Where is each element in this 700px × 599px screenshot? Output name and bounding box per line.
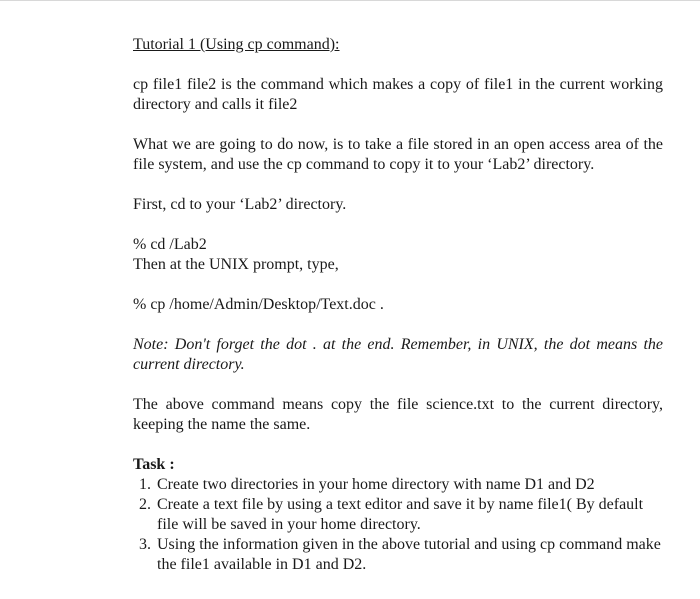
command-cp: % cp /home/Admin/Desktop/Text.doc . (133, 296, 384, 313)
task-heading: Task : (133, 456, 175, 473)
paragraph-overview: What we are going to do now, is to take a file stored in an open access area of the file system, and use the cp command to copy it to your ‘Lab2’ directory. (133, 136, 663, 173)
task-item (155, 495, 663, 535)
paragraph-command-meaning: The above command means copy the file science.txt to the current directory, keeping the name the same. (133, 396, 663, 433)
task-item-text: 2. Create a text file by using a text editor and save it by name file1( By default file will be saved in your home directory. (157, 496, 644, 533)
paragraph-unix-prompt: Then at the UNIX prompt, type, (133, 256, 339, 273)
task-list (133, 475, 663, 575)
task-item (155, 475, 663, 495)
task-item-text: 1. Create two directories in your home directory with name D1 and D2 (157, 476, 595, 493)
task-item (155, 535, 663, 575)
command-cd: % cd /Lab2 (133, 236, 207, 253)
task-item-text: 3. Using the information given in the above tutorial and using cp command make the file1 available in D1 and D2. (157, 536, 661, 573)
paragraph-cp-description: cp file1 file2 is the command which makes a copy of file1 in the current working directory and calls it file2 (133, 76, 663, 113)
tutorial-title: Tutorial 1 (Using cp command): (133, 36, 340, 53)
document-body (133, 35, 663, 575)
note-dot: Note: Don't forget the dot . at the end. Remember, in UNIX, the dot means the current directory. (133, 336, 663, 373)
paragraph-cd-instruction: First, cd to your ‘Lab2’ directory. (133, 196, 347, 213)
